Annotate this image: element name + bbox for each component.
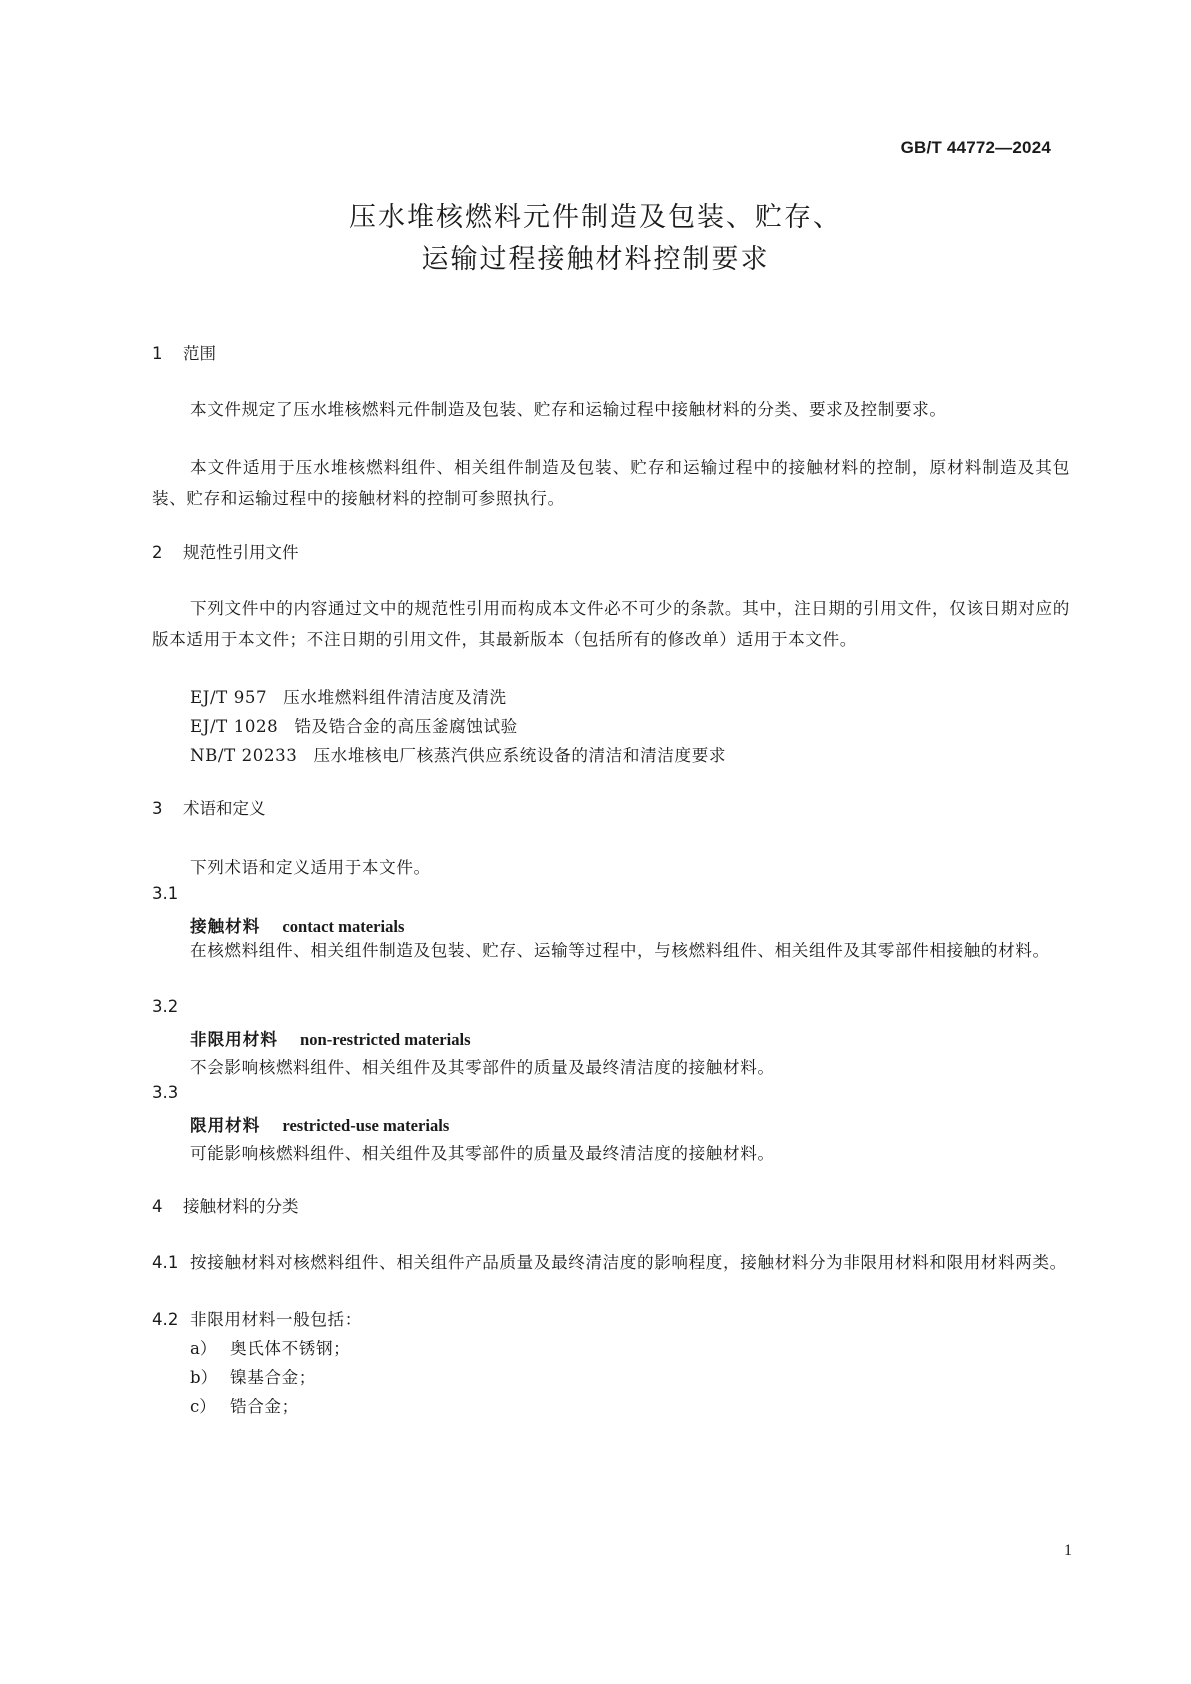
clause-text: 按接触材料对核燃料组件、相关组件产品质量及最终清洁度的影响程度，接触材料分为非限用材料和限用材料两类。 [190,1253,1067,1272]
section-number: 1 [152,344,163,363]
terms-intro: 下列术语和定义适用于本文件。 [190,858,431,877]
reference-item [190,684,507,708]
section-title: 术语和定义 [183,799,266,818]
standard-number: GB/T 44772—2024 [900,138,1051,157]
list-item [190,1393,299,1417]
term-english: contact materials [282,917,405,936]
list-marker: b） [190,1368,218,1387]
reference-item [190,713,518,737]
clause-text: 非限用材料一般包括： [190,1310,362,1329]
section-1-heading [152,340,216,364]
term-chinese: 接触材料 [190,917,261,936]
reference-code: NB/T 20233 [190,746,298,765]
term-number: 3.3 [152,1083,179,1102]
term-definition: 在核燃料组件、相关组件制造及包装、贮存、运输等过程中，与核燃料组件、相关组件及其零部件相接触的材料。 [190,941,1050,960]
term-definition: 不会影响核燃料组件、相关组件及其零部件的质量及最终清洁度的接触材料。 [190,1058,775,1077]
list-text: 镍基合金； [230,1368,316,1387]
list-item [190,1364,316,1388]
term-number: 3.1 [152,884,179,903]
clause-4-2 [152,1306,362,1330]
section-title: 范围 [183,344,216,363]
reference-title: 压水堆核电厂核蒸汽供应系统设备的清洁和清洁度要求 [313,746,727,765]
reference-code: EJ/T 1028 [190,717,279,736]
paragraph: 下列文件中的内容通过文中的规范性引用而构成本文件必不可少的条款。其中，注日期的引用文件，仅该日期对应的版本适用于本文件；不注日期的引用文件，其最新版本（包括所有的修改单）适用于本文件。 [152,599,1070,649]
term-english: non-restricted materials [299,1030,471,1049]
term-definition: 可能影响核燃料组件、相关组件及其零部件的质量及最终清洁度的接触材料。 [190,1144,775,1163]
term-chinese: 非限用材料 [190,1030,278,1049]
section-title: 规范性引用文件 [183,543,299,562]
term-entry [190,1112,449,1136]
term-number: 3.2 [152,997,179,1016]
document-title-line-2: 运输过程接触材料控制要求 [421,244,770,275]
term-chinese: 限用材料 [190,1116,261,1135]
term-entry [190,1026,471,1050]
paragraph: 本文件规定了压水堆核燃料元件制造及包装、贮存和运输过程中接触材料的分类、要求及控制要求。 [190,400,947,419]
list-text: 奥氏体不锈钢； [230,1339,351,1358]
page-number: 1 [1064,1542,1072,1559]
section-number: 3 [152,799,163,818]
list-marker: c） [190,1397,216,1416]
section-3-heading [152,795,266,819]
term-entry [190,913,404,937]
reference-code: EJ/T 957 [190,688,268,707]
list-marker: a） [190,1339,217,1358]
document-title-line-1: 压水堆核燃料元件制造及包装、贮存、 [349,202,842,233]
reference-title: 压水堆燃料组件清洁度及清洗 [283,688,507,707]
term-english: restricted-use materials [282,1116,450,1135]
clause-number: 4.1 [152,1253,179,1272]
section-title: 接触材料的分类 [183,1197,299,1216]
section-number: 4 [152,1197,163,1216]
section-number: 2 [152,543,163,562]
reference-item [190,742,726,766]
list-text: 锆合金； [230,1397,299,1416]
clause-number: 4.2 [152,1310,179,1329]
reference-title: 锆及锆合金的高压釜腐蚀试验 [294,717,518,736]
section-4-heading [152,1193,299,1217]
clause-4-1 [152,1247,1070,1278]
list-item [190,1335,350,1359]
paragraph: 本文件适用于压水堆核燃料组件、相关组件制造及包装、贮存和运输过程中的接触材料的控制，原材料制造及其包装、贮存和运输过程中的接触材料的控制可参照执行。 [152,458,1070,508]
section-2-heading [152,539,299,563]
